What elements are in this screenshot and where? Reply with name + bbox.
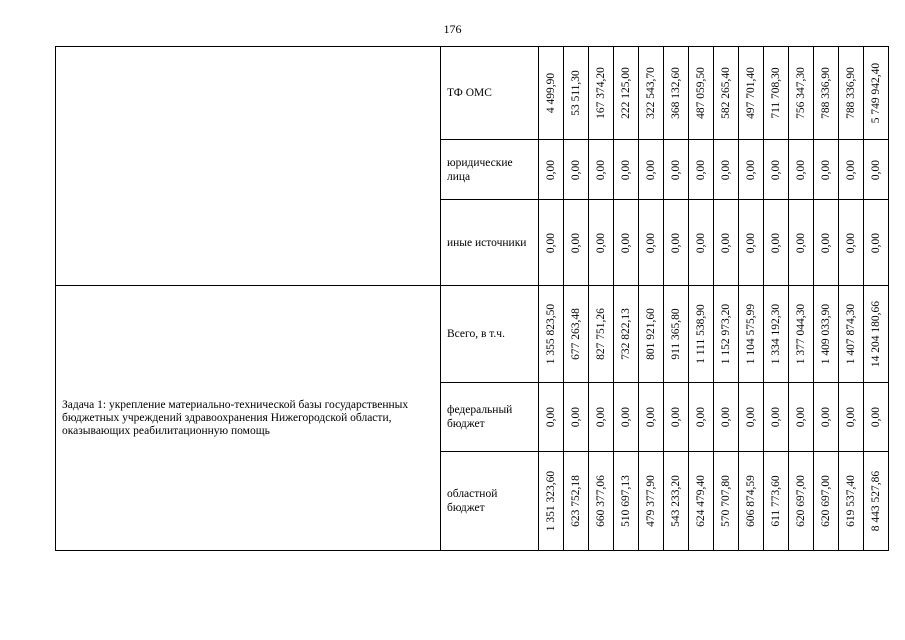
value-text: 0,00 — [745, 159, 757, 180]
value-text: 0,00 — [795, 406, 807, 428]
value-text: 0,00 — [870, 406, 882, 428]
value-text: 497 701,40 — [745, 67, 757, 119]
value-text: 368 132,60 — [670, 67, 682, 119]
value-text: 620 697,00 — [820, 475, 832, 527]
value-text: 0,00 — [845, 159, 857, 180]
value-cell — [789, 452, 814, 551]
value-cell — [839, 140, 864, 200]
value-text: 0,00 — [695, 406, 707, 428]
value-cell — [689, 383, 714, 452]
value-cell — [564, 286, 589, 383]
value-text: 0,00 — [670, 406, 682, 428]
value-text: 479 377,90 — [645, 475, 657, 527]
funding-source-label: Всего, в т.ч. — [441, 286, 539, 383]
value-cell — [539, 200, 564, 286]
value-text: 0,00 — [745, 406, 757, 428]
value-cell — [664, 200, 689, 286]
value-text: 0,00 — [845, 406, 857, 428]
value-cell — [839, 47, 864, 140]
value-text: 0,00 — [545, 232, 557, 253]
value-cell — [814, 200, 839, 286]
value-cell — [714, 286, 739, 383]
value-text: 0,00 — [720, 159, 732, 180]
value-text: 487 059,50 — [695, 67, 707, 119]
value-cell — [539, 286, 564, 383]
value-cell — [639, 286, 664, 383]
value-cell — [764, 452, 789, 551]
value-text: 619 537,40 — [845, 475, 857, 527]
value-text: 0,00 — [820, 232, 832, 253]
page-number: 176 — [443, 22, 462, 36]
value-text: 677 263,48 — [570, 308, 582, 360]
value-text: 167 374,20 — [595, 67, 607, 119]
value-text: 611 773,60 — [770, 475, 782, 527]
value-text: 222 125,00 — [620, 67, 632, 119]
value-text: 510 697,13 — [620, 475, 632, 527]
value-cell — [839, 383, 864, 452]
value-cell — [864, 140, 889, 200]
value-cell — [689, 452, 714, 551]
value-cell — [789, 200, 814, 286]
value-cell — [589, 200, 614, 286]
table-row — [56, 286, 889, 383]
value-text: 660 377,06 — [595, 475, 607, 527]
value-text: 732 822,13 — [620, 308, 632, 360]
value-cell — [539, 47, 564, 140]
value-text: 0,00 — [570, 159, 582, 180]
value-cell — [689, 286, 714, 383]
value-cell — [814, 452, 839, 551]
value-cell — [714, 140, 739, 200]
value-text: 0,00 — [720, 406, 732, 428]
value-cell — [639, 47, 664, 140]
value-text: 827 751,26 — [595, 308, 607, 360]
value-text: 788 336,90 — [845, 67, 857, 119]
table-row — [56, 47, 889, 140]
value-cell — [614, 140, 639, 200]
value-text: 0,00 — [645, 232, 657, 253]
value-cell — [739, 200, 764, 286]
value-text: 1 355 823,50 — [545, 303, 557, 365]
value-cell — [789, 286, 814, 383]
value-text: 0,00 — [845, 232, 857, 253]
value-cell — [589, 452, 614, 551]
value-text: 0,00 — [720, 232, 732, 253]
value-cell — [739, 286, 764, 383]
value-cell — [664, 140, 689, 200]
value-cell — [764, 140, 789, 200]
value-cell — [739, 452, 764, 551]
value-text: 0,00 — [870, 159, 882, 180]
value-cell — [814, 47, 839, 140]
value-cell — [864, 383, 889, 452]
value-cell — [789, 383, 814, 452]
value-cell — [864, 452, 889, 551]
value-text: 0,00 — [870, 232, 882, 253]
value-cell — [614, 47, 639, 140]
value-text: 1 104 575,99 — [745, 303, 757, 365]
value-text: 1 351 323,60 — [545, 470, 557, 532]
value-cell — [814, 286, 839, 383]
value-text: 624 479,40 — [695, 475, 707, 527]
value-text: 606 874,59 — [745, 475, 757, 527]
value-cell — [639, 383, 664, 452]
value-cell — [589, 383, 614, 452]
value-text: 711 708,30 — [770, 67, 782, 119]
value-cell — [739, 383, 764, 452]
value-cell — [614, 200, 639, 286]
value-text: 14 204 180,66 — [870, 300, 882, 368]
value-text: 0,00 — [670, 159, 682, 180]
value-text: 1 111 538,90 — [695, 304, 707, 364]
value-cell — [689, 140, 714, 200]
value-cell — [714, 47, 739, 140]
value-text: 1 152 973,20 — [720, 303, 732, 365]
value-cell — [564, 383, 589, 452]
value-cell — [539, 452, 564, 551]
value-text: 5 749 942,40 — [870, 62, 882, 124]
value-text: 570 707,80 — [720, 475, 732, 527]
value-text: 0,00 — [670, 232, 682, 253]
value-text: 0,00 — [795, 232, 807, 253]
value-text: 0,00 — [795, 159, 807, 180]
value-cell — [614, 452, 639, 551]
value-text: 543 233,20 — [670, 475, 682, 527]
value-text: 623 752,18 — [570, 475, 582, 527]
value-text: 582 265,40 — [720, 67, 732, 119]
value-text: 0,00 — [595, 159, 607, 180]
value-text: 911 365,80 — [670, 308, 682, 360]
value-cell — [589, 47, 614, 140]
value-text: 0,00 — [620, 232, 632, 253]
value-text: 0,00 — [745, 232, 757, 253]
value-cell — [839, 452, 864, 551]
value-cell — [839, 286, 864, 383]
value-cell — [839, 200, 864, 286]
funding-source-label: областной бюджет — [441, 452, 539, 551]
value-text: 0,00 — [820, 406, 832, 428]
value-cell — [664, 452, 689, 551]
value-cell — [864, 200, 889, 286]
value-text: 0,00 — [645, 159, 657, 180]
value-text: 1 377 044,30 — [795, 303, 807, 365]
value-text: 0,00 — [770, 406, 782, 428]
value-cell — [814, 383, 839, 452]
value-text: 0,00 — [770, 159, 782, 180]
value-text: 788 336,90 — [820, 67, 832, 119]
value-text: 0,00 — [770, 232, 782, 253]
value-text: 1 407 874,30 — [845, 303, 857, 365]
value-cell — [739, 140, 764, 200]
value-cell — [714, 383, 739, 452]
value-cell — [689, 200, 714, 286]
value-text: 0,00 — [545, 159, 557, 180]
value-text: 801 921,60 — [645, 308, 657, 360]
value-text: 1 409 033,90 — [820, 303, 832, 365]
value-cell — [614, 286, 639, 383]
value-text: 0,00 — [595, 406, 607, 428]
value-text: 0,00 — [545, 406, 557, 428]
funding-source-label: иные источники — [441, 200, 539, 286]
value-cell — [639, 140, 664, 200]
value-cell — [714, 452, 739, 551]
value-cell — [864, 286, 889, 383]
value-text: 0,00 — [620, 406, 632, 428]
value-text: 322 543,70 — [645, 67, 657, 119]
value-cell — [789, 140, 814, 200]
value-text: 8 443 527,86 — [870, 470, 882, 532]
value-cell — [664, 383, 689, 452]
task-description: Задача 1: укрепление материально-технической базы государственных бюджетных учреждений здравоохранения Нижегородской области, оказывающих реабилитационную помощь — [56, 286, 441, 551]
value-cell — [564, 452, 589, 551]
funding-source-label: юридические лица — [441, 140, 539, 200]
value-cell — [864, 47, 889, 140]
value-text: 0,00 — [645, 406, 657, 428]
value-cell — [614, 383, 639, 452]
value-text: 0,00 — [820, 159, 832, 180]
value-cell — [789, 47, 814, 140]
value-text: 0,00 — [695, 159, 707, 180]
value-cell — [664, 47, 689, 140]
value-cell — [639, 452, 664, 551]
value-cell — [539, 140, 564, 200]
funding-source-label: ТФ ОМС — [441, 47, 539, 140]
value-cell — [764, 200, 789, 286]
value-cell — [539, 383, 564, 452]
value-cell — [689, 47, 714, 140]
value-cell — [764, 286, 789, 383]
value-text: 0,00 — [620, 159, 632, 180]
value-cell — [564, 200, 589, 286]
task-description — [56, 47, 441, 286]
funding-table — [55, 46, 889, 551]
value-text: 0,00 — [570, 406, 582, 428]
value-cell — [639, 200, 664, 286]
value-cell — [589, 140, 614, 200]
value-cell — [564, 140, 589, 200]
value-cell — [589, 286, 614, 383]
funding-source-label: федеральный бюджет — [441, 383, 539, 452]
value-text: 0,00 — [695, 232, 707, 253]
value-cell — [714, 200, 739, 286]
value-text: 53 511,30 — [570, 70, 582, 116]
value-text: 1 334 192,30 — [770, 303, 782, 365]
value-text: 0,00 — [595, 232, 607, 253]
value-text: 4 499,90 — [545, 72, 557, 114]
value-cell — [664, 286, 689, 383]
value-cell — [764, 47, 789, 140]
value-cell — [564, 47, 589, 140]
value-cell — [739, 47, 764, 140]
value-text: 756 347,30 — [795, 67, 807, 119]
value-text: 0,00 — [570, 232, 582, 253]
value-cell — [764, 383, 789, 452]
value-cell — [814, 140, 839, 200]
value-text: 620 697,00 — [795, 475, 807, 527]
